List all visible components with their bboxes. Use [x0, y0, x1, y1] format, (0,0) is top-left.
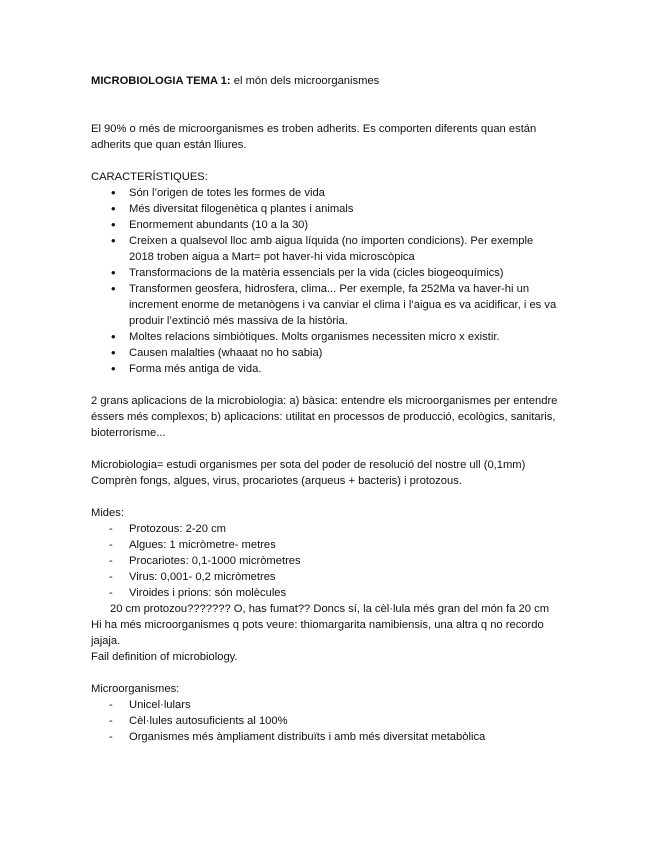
sizes-fail-note: Fail definition of microbiology.	[91, 651, 238, 663]
characteristic-item: • Moltes relacions simbiòtiques. Molts organismes necessiten micro x existir.	[91, 329, 561, 345]
applications-paragraph: 2 grans aplicacions de la microbiologia: a) bàsica: entendre els microorganismes per entendre éssers més complexos; b) aplicacions: utilitat en processos de producció, ecològics, sanitaris, bioterrorisme...	[91, 395, 558, 439]
document-body	[91, 73, 561, 745]
microorganism-item: - Cèl·lules autosuficients al 100%	[91, 713, 561, 729]
characteristic-item: • Més diversitat filogenètica q plantes i animals	[91, 201, 561, 217]
characteristic-item: • Transformen geosfera, hidrosfera, clima... Per exemple, fa 252Ma va haver-hi un increment enorme de metanògens i va canviar el clima i l’aigua es va acidificar, i es va produir l’extinció més massiva de la història.	[91, 281, 561, 329]
microorganisms-heading: Microorganismes:	[91, 683, 180, 695]
size-item: - Virus: 0,001- 0,2 micròmetres	[91, 569, 561, 585]
sizes-note-indented: 20 cm protozou??????? O, has fumat?? Doncs sí, la cèl·lula més gran del món fa 20 cm	[110, 603, 550, 615]
characteristic-item: • Són l’origen de totes les formes de vida	[91, 185, 561, 201]
size-item: - Protozous: 2-20 cm	[91, 521, 561, 537]
intro-paragraph: El 90% o més de microorganismes es troben adherits. Es comporten diferents quan están adherits que quan están lliures.	[91, 123, 537, 151]
size-item: - Algues: 1 micròmetre- metres	[91, 537, 561, 553]
definition-line: Comprèn fongs, algues, virus, procariotes (arqueus + bacteris) i protozous.	[91, 475, 462, 487]
characteristic-item: • Transformacions de la matèria essencials per la vida (cicles biogeoquímics)	[91, 265, 561, 281]
definition-line: Microbiologia= estudi organismes per sota del poder de resolució del nostre ull (0,1mm)	[91, 459, 526, 471]
size-item: - Procariotes: 0,1-1000 micròmetres	[91, 553, 561, 569]
characteristic-item: • Creixen a qualsevol lloc amb aigua líquida (no importen condicions). Per exemple 2018 troben aigua a Mart= pot haver-hi vida microscòpica	[91, 233, 561, 265]
characteristic-item: • Causen malalties (whaaat no ho sabia)	[91, 345, 561, 361]
microorganism-item: - Unicel·lulars	[91, 697, 561, 713]
characteristics-list	[91, 185, 561, 377]
characteristic-item: • Enormement abundants (10 a la 30)	[91, 217, 561, 233]
size-item: - Viroides i prions: són molècules	[91, 585, 561, 601]
title-rest: el món dels microorganismes	[230, 75, 380, 87]
sizes-heading: Mides:	[91, 507, 124, 519]
microorganism-item: - Organismes més àmpliament distribuïts i amb més diversitat metabòlica	[91, 729, 561, 745]
document-title	[91, 73, 561, 89]
sizes-note-visible: Hi ha més microorganismes q pots veure: thiomargarita namibiensis, una altra q no recordo jajaja.	[91, 619, 544, 647]
sizes-list	[91, 521, 561, 601]
title-bold: MICROBIOLOGIA TEMA 1:	[91, 75, 231, 87]
microorganisms-list	[91, 697, 561, 745]
characteristic-item: • Forma més antiga de vida.	[91, 361, 561, 377]
characteristics-heading: CARACTERÍSTIQUES:	[91, 171, 208, 183]
